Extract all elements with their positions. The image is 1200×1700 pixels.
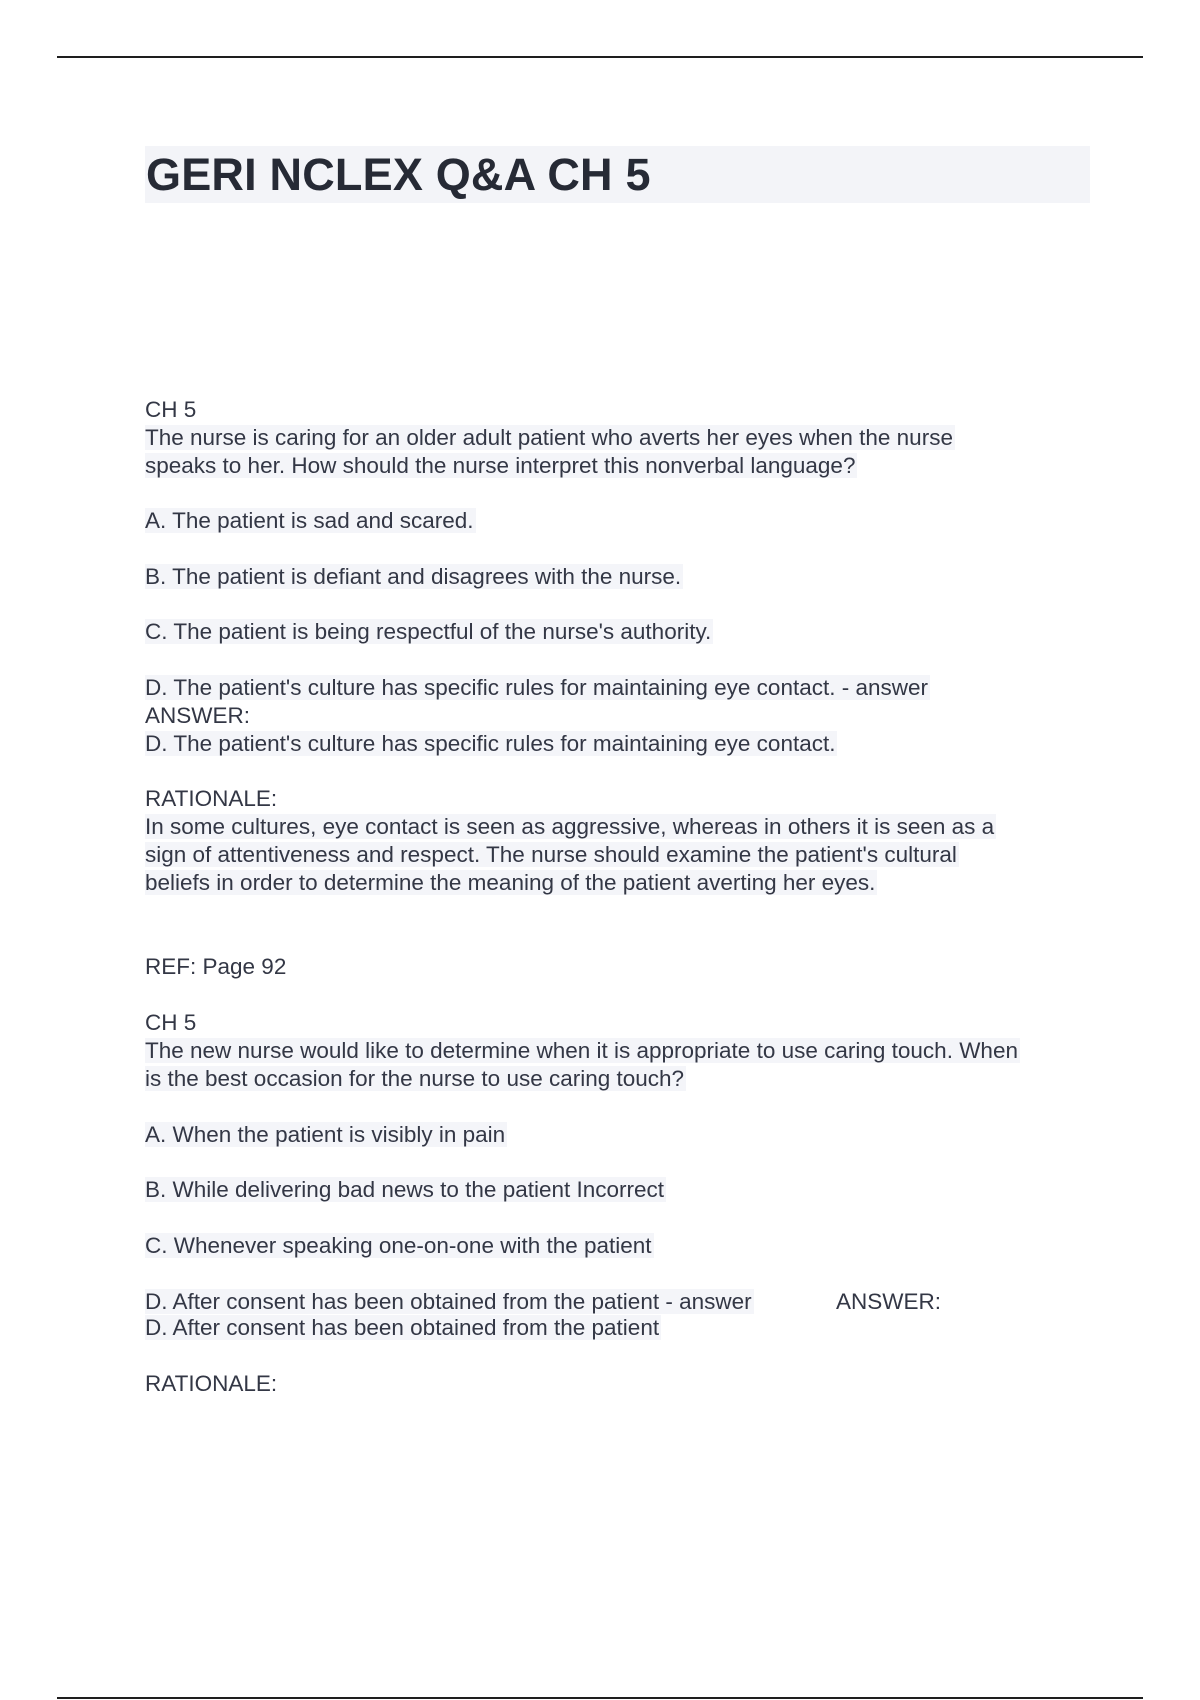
q2-chapter: CH 5 [145,1010,197,1035]
top-rule [57,56,1143,58]
q2-stem-line-2: is the best occasion for the nurse to use caring touch? [145,1066,685,1091]
q1-option-c: C. The patient is being respectful of the nurse's authority. [145,619,712,644]
q2-answer-label: ANSWER: [836,1289,942,1314]
q1-option-d: D. The patient's culture has specific rules for maintaining eye contact. - answer [145,675,929,700]
document-title: GERI NCLEX Q&A CH 5 [146,149,651,200]
q1-stem-line-2: speaks to her. How should the nurse interpret this nonverbal language? [145,453,856,478]
q2-option-d: D. After consent has been obtained from the patient - answer [145,1289,752,1314]
q1-rationale-line-3: beliefs in order to determine the meaning of the patient averting her eyes. [145,870,876,895]
q1-option-a: A. The patient is sad and scared. [145,508,474,533]
q2-answer-text: D. After consent has been obtained from the patient [145,1315,660,1340]
q1-reference: REF: Page 92 [145,954,287,979]
bottom-rule [57,1697,1143,1699]
q2-rationale-label: RATIONALE: [145,1371,278,1396]
title-banner [145,146,1090,203]
q1-option-b: B. The patient is defiant and disagrees with the nurse. [145,564,682,589]
q1-rationale-label: RATIONALE: [145,786,278,811]
q2-option-b: B. While delivering bad news to the patient Incorrect [145,1177,665,1202]
q1-stem-line-1: The nurse is caring for an older adult patient who averts her eyes when the nurse [145,425,953,450]
q2-option-c: C. Whenever speaking one-on-one with the patient [145,1233,652,1258]
q1-rationale-line-2: sign of attentiveness and respect. The nurse should examine the patient's cultural [145,842,957,867]
q2-stem-line-1: The new nurse would like to determine when it is appropriate to use caring touch. When [145,1038,1018,1063]
q2-option-a: A. When the patient is visibly in pain [145,1122,506,1147]
q1-answer-label: ANSWER: [145,703,251,728]
q1-chapter: CH 5 [145,397,197,422]
q1-answer-text: D. The patient's culture has specific rules for maintaining eye contact. [145,731,836,756]
q1-rationale-line-1: In some cultures, eye contact is seen as aggressive, whereas in others it is seen as a [145,814,995,839]
